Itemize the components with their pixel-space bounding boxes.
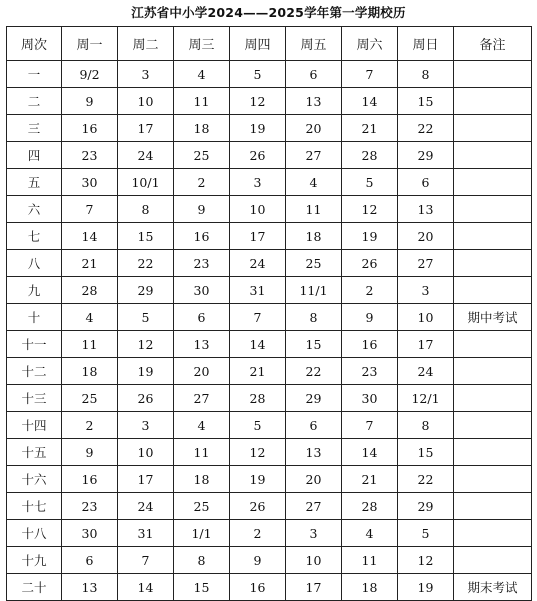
note-cell [454,196,532,223]
table-row [7,331,532,358]
date-cell-tuesday: 26 [118,385,174,412]
date-cell-tuesday: 7 [118,547,174,574]
date-cell-friday: 27 [286,142,342,169]
date-cell-thursday: 7 [230,304,286,331]
date-cell-tuesday: 24 [118,142,174,169]
table-row [7,304,532,331]
date-cell-wednesday: 13 [174,331,230,358]
date-cell-tuesday: 15 [118,223,174,250]
date-cell-tuesday: 17 [118,466,174,493]
date-cell-friday: 22 [286,358,342,385]
date-cell-wednesday: 25 [174,493,230,520]
date-cell-sunday: 17 [398,331,454,358]
note-cell [454,169,532,196]
table-row [7,115,532,142]
date-cell-tuesday: 12 [118,331,174,358]
date-cell-sunday: 6 [398,169,454,196]
date-cell-sunday: 29 [398,142,454,169]
date-cell-wednesday: 15 [174,574,230,601]
note-cell [454,61,532,88]
calendar-body [7,61,532,601]
date-cell-monday: 6 [62,547,118,574]
date-cell-monday: 16 [62,466,118,493]
note-cell [454,385,532,412]
date-cell-wednesday: 16 [174,223,230,250]
date-cell-saturday: 2 [342,277,398,304]
date-cell-sunday: 19 [398,574,454,601]
note-cell [454,547,532,574]
date-cell-tuesday: 22 [118,250,174,277]
note-cell [454,493,532,520]
date-cell-saturday: 30 [342,385,398,412]
column-header-thursday: 周四 [230,27,286,61]
table-row [7,493,532,520]
week-number-cell: 十六 [7,466,62,493]
table-row [7,358,532,385]
column-header-notes: 备注 [454,27,532,61]
column-header-tuesday: 周二 [118,27,174,61]
date-cell-thursday: 17 [230,223,286,250]
date-cell-monday: 28 [62,277,118,304]
date-cell-monday: 23 [62,142,118,169]
week-number-cell: 三 [7,115,62,142]
week-number-cell: 十 [7,304,62,331]
date-cell-sunday: 10 [398,304,454,331]
date-cell-tuesday: 31 [118,520,174,547]
date-cell-monday: 30 [62,169,118,196]
date-cell-friday: 27 [286,493,342,520]
date-cell-saturday: 4 [342,520,398,547]
date-cell-monday: 7 [62,196,118,223]
date-cell-tuesday: 14 [118,574,174,601]
date-cell-wednesday: 11 [174,439,230,466]
table-row [7,520,532,547]
date-cell-monday: 4 [62,304,118,331]
date-cell-wednesday: 6 [174,304,230,331]
date-cell-sunday: 15 [398,88,454,115]
date-cell-wednesday: 4 [174,61,230,88]
week-number-cell: 十八 [7,520,62,547]
date-cell-thursday: 3 [230,169,286,196]
date-cell-monday: 25 [62,385,118,412]
date-cell-tuesday: 10 [118,439,174,466]
date-cell-friday: 4 [286,169,342,196]
page-title: 江苏省中小学2024——2025学年第一学期校历 [131,5,406,20]
date-cell-monday: 13 [62,574,118,601]
date-cell-tuesday: 10/1 [118,169,174,196]
note-cell [454,358,532,385]
date-cell-friday: 29 [286,385,342,412]
note-cell: 期中考试 [454,304,532,331]
date-cell-saturday: 18 [342,574,398,601]
note-cell [454,412,532,439]
date-cell-friday: 20 [286,466,342,493]
table-row [7,547,532,574]
week-number-cell: 十九 [7,547,62,574]
date-cell-monday: 9 [62,88,118,115]
date-cell-sunday: 22 [398,466,454,493]
note-cell [454,142,532,169]
date-cell-friday: 11/1 [286,277,342,304]
table-row [7,61,532,88]
date-cell-wednesday: 20 [174,358,230,385]
date-cell-friday: 13 [286,88,342,115]
date-cell-sunday: 8 [398,61,454,88]
date-cell-sunday: 20 [398,223,454,250]
note-cell [454,250,532,277]
date-cell-thursday: 5 [230,412,286,439]
table-row [7,466,532,493]
week-number-cell: 二 [7,88,62,115]
table-row [7,88,532,115]
table-row [7,196,532,223]
date-cell-wednesday: 30 [174,277,230,304]
table-row [7,277,532,304]
date-cell-friday: 13 [286,439,342,466]
date-cell-monday: 23 [62,493,118,520]
date-cell-wednesday: 9 [174,196,230,223]
note-cell [454,331,532,358]
date-cell-saturday: 28 [342,142,398,169]
week-number-cell: 十三 [7,385,62,412]
date-cell-wednesday: 11 [174,88,230,115]
school-calendar-table [6,26,532,601]
week-number-cell: 四 [7,142,62,169]
week-number-cell: 五 [7,169,62,196]
date-cell-tuesday: 29 [118,277,174,304]
date-cell-saturday: 5 [342,169,398,196]
date-cell-monday: 16 [62,115,118,142]
date-cell-sunday: 12/1 [398,385,454,412]
date-cell-friday: 20 [286,115,342,142]
week-number-cell: 八 [7,250,62,277]
date-cell-saturday: 23 [342,358,398,385]
date-cell-tuesday: 8 [118,196,174,223]
column-header-monday: 周一 [62,27,118,61]
week-number-cell: 十四 [7,412,62,439]
table-row [7,223,532,250]
week-number-cell: 十一 [7,331,62,358]
table-row [7,574,532,601]
date-cell-thursday: 19 [230,466,286,493]
column-header-saturday: 周六 [342,27,398,61]
date-cell-sunday: 15 [398,439,454,466]
date-cell-saturday: 14 [342,439,398,466]
table-row [7,169,532,196]
date-cell-thursday: 10 [230,196,286,223]
date-cell-sunday: 12 [398,547,454,574]
date-cell-saturday: 12 [342,196,398,223]
note-cell [454,223,532,250]
column-header-friday: 周五 [286,27,342,61]
column-header-week: 周次 [7,27,62,61]
date-cell-sunday: 13 [398,196,454,223]
date-cell-thursday: 12 [230,88,286,115]
date-cell-wednesday: 18 [174,466,230,493]
date-cell-friday: 17 [286,574,342,601]
date-cell-friday: 25 [286,250,342,277]
date-cell-wednesday: 18 [174,115,230,142]
header-row [7,27,532,61]
date-cell-saturday: 28 [342,493,398,520]
date-cell-monday: 30 [62,520,118,547]
date-cell-saturday: 14 [342,88,398,115]
date-cell-thursday: 19 [230,115,286,142]
table-row [7,439,532,466]
week-number-cell: 一 [7,61,62,88]
date-cell-thursday: 2 [230,520,286,547]
note-cell: 期末考试 [454,574,532,601]
date-cell-monday: 9 [62,439,118,466]
date-cell-friday: 3 [286,520,342,547]
date-cell-thursday: 9 [230,547,286,574]
note-cell [454,466,532,493]
week-number-cell: 六 [7,196,62,223]
date-cell-tuesday: 17 [118,115,174,142]
note-cell [454,277,532,304]
date-cell-monday: 18 [62,358,118,385]
date-cell-sunday: 8 [398,412,454,439]
date-cell-saturday: 21 [342,115,398,142]
date-cell-tuesday: 3 [118,412,174,439]
date-cell-saturday: 21 [342,466,398,493]
date-cell-saturday: 11 [342,547,398,574]
note-cell [454,439,532,466]
date-cell-wednesday: 27 [174,385,230,412]
week-number-cell: 十二 [7,358,62,385]
date-cell-tuesday: 10 [118,88,174,115]
date-cell-thursday: 24 [230,250,286,277]
date-cell-saturday: 16 [342,331,398,358]
table-row [7,142,532,169]
date-cell-friday: 6 [286,61,342,88]
week-number-cell: 九 [7,277,62,304]
date-cell-friday: 11 [286,196,342,223]
date-cell-wednesday: 4 [174,412,230,439]
date-cell-sunday: 5 [398,520,454,547]
week-number-cell: 十七 [7,493,62,520]
date-cell-thursday: 21 [230,358,286,385]
table-row [7,385,532,412]
date-cell-friday: 15 [286,331,342,358]
date-cell-tuesday: 24 [118,493,174,520]
column-header-sunday: 周日 [398,27,454,61]
date-cell-saturday: 26 [342,250,398,277]
date-cell-sunday: 29 [398,493,454,520]
table-row [7,250,532,277]
date-cell-saturday: 9 [342,304,398,331]
date-cell-sunday: 24 [398,358,454,385]
note-cell [454,88,532,115]
column-header-wednesday: 周三 [174,27,230,61]
date-cell-thursday: 5 [230,61,286,88]
note-cell [454,115,532,142]
date-cell-monday: 2 [62,412,118,439]
date-cell-thursday: 12 [230,439,286,466]
date-cell-wednesday: 1/1 [174,520,230,547]
date-cell-tuesday: 19 [118,358,174,385]
date-cell-wednesday: 25 [174,142,230,169]
week-number-cell: 七 [7,223,62,250]
date-cell-monday: 14 [62,223,118,250]
date-cell-monday: 21 [62,250,118,277]
date-cell-thursday: 26 [230,142,286,169]
date-cell-sunday: 22 [398,115,454,142]
date-cell-wednesday: 8 [174,547,230,574]
date-cell-thursday: 28 [230,385,286,412]
week-number-cell: 十五 [7,439,62,466]
table-row [7,412,532,439]
date-cell-thursday: 31 [230,277,286,304]
date-cell-sunday: 27 [398,250,454,277]
week-number-cell: 二十 [7,574,62,601]
date-cell-wednesday: 23 [174,250,230,277]
date-cell-saturday: 7 [342,412,398,439]
date-cell-friday: 8 [286,304,342,331]
date-cell-thursday: 14 [230,331,286,358]
date-cell-saturday: 7 [342,61,398,88]
date-cell-monday: 11 [62,331,118,358]
date-cell-monday: 9/2 [62,61,118,88]
date-cell-sunday: 3 [398,277,454,304]
date-cell-friday: 10 [286,547,342,574]
date-cell-thursday: 16 [230,574,286,601]
date-cell-friday: 6 [286,412,342,439]
date-cell-thursday: 26 [230,493,286,520]
date-cell-tuesday: 5 [118,304,174,331]
date-cell-wednesday: 2 [174,169,230,196]
date-cell-tuesday: 3 [118,61,174,88]
date-cell-saturday: 19 [342,223,398,250]
date-cell-friday: 18 [286,223,342,250]
note-cell [454,520,532,547]
